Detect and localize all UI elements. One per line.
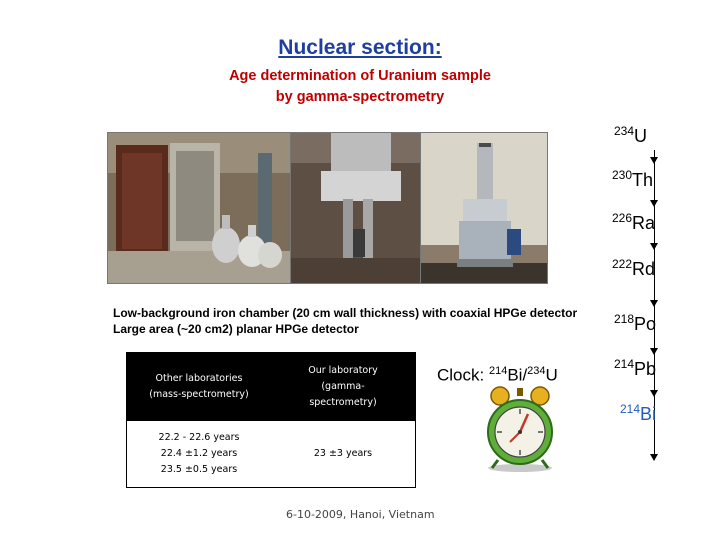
table-value-3: 23.5 ±0.5 years xyxy=(160,464,238,475)
chain-arrow-icon xyxy=(650,390,658,397)
table-cell-other-labs-values xyxy=(127,421,271,487)
footer-date-location: 6-10-2009, Hanoi, Vietnam xyxy=(286,508,435,521)
clock-mass-1: 214 xyxy=(488,365,508,377)
table-value-2: 22.4 ±1.2 years xyxy=(160,448,238,459)
chain-arrow-icon xyxy=(650,157,658,164)
table-header-our-lab: Our laboratory (gamma-spectrometry) xyxy=(271,353,415,421)
subtitle-line-1: Age determination of Uranium sample xyxy=(229,68,491,84)
chain-arrow-icon xyxy=(650,300,658,307)
chain-arrow-icon xyxy=(650,243,658,250)
chain-arrow-icon xyxy=(650,454,658,461)
chain-nuclide-u234: $^{234}$U xyxy=(614,124,648,146)
chain-arrow-icon xyxy=(650,348,658,355)
chain-nuclide-ra226: $^{226}$Ra xyxy=(612,211,656,233)
clock-mass-2: 234 xyxy=(527,365,546,377)
chain-nuclide-po218: $^{218}$Po xyxy=(614,312,657,334)
clock-element-1: Bi/ xyxy=(507,365,528,385)
photo-caption: Low-background iron chamber (20 cm wall thickness) with coaxial HPGe detector Large area (~20 cm2) planar HPGe detector xyxy=(113,306,578,336)
detector-chamber-photo xyxy=(290,132,422,284)
clock-label xyxy=(437,365,558,386)
lab-room-photo xyxy=(107,132,292,284)
page-title: Nuclear section: xyxy=(278,36,442,59)
table-header-other-labs: Other laboratories (mass-spectrometry) xyxy=(127,353,271,421)
chain-arrow-icon xyxy=(650,200,658,207)
planar-detector-photo xyxy=(420,132,548,284)
chain-nuclide-rd222: $^{222}$Rd xyxy=(612,257,656,279)
results-table xyxy=(126,352,416,488)
chain-nuclide-bi214: $^{214}$Bi xyxy=(620,402,657,424)
subtitle-line-2: by gamma-spectrometry xyxy=(275,89,445,105)
clock-prefix: Clock: xyxy=(437,365,489,385)
table-value-1: 22.2 - 22.6 years xyxy=(158,432,240,443)
chain-nuclide-th230: $^{230}$Th xyxy=(612,168,654,190)
alarm-clock-icon xyxy=(480,384,560,474)
chain-nuclide-pb214: $^{214}$Pb xyxy=(614,357,657,379)
clock-element-2: U xyxy=(545,365,558,385)
table-cell-our-lab-value: 23 ±3 years xyxy=(313,448,373,459)
